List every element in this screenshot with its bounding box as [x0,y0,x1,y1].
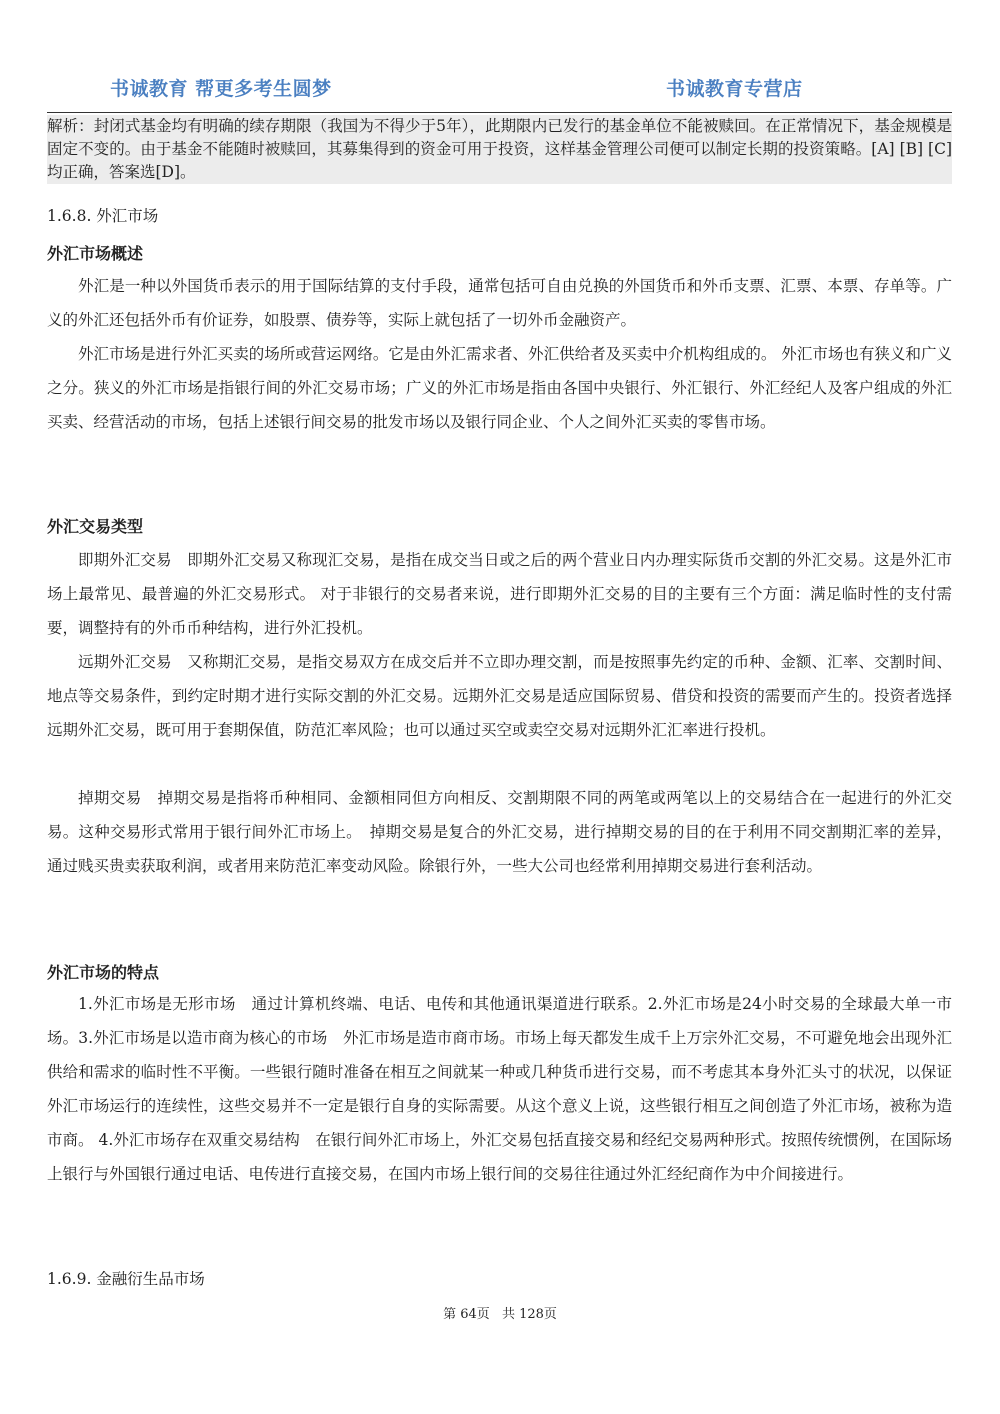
page-footer [0,1303,1000,1322]
answer-explanation: 解析：封闭式基金均有明确的续存期限（我国为不得少于5年），此期限内已发行的基金单位不能被赎回。在正常情况下，基金规模是固定不变的。由于基金不能随时被赎回，其募集得到的资金可用于投资，这样基金管理公司便可以制定长期的投资策略。[A] [B] [C]均正确，答案选[D]。 [47,115,952,184]
page-number: 第 64页 [443,1307,490,1322]
header-divider [47,112,952,113]
header-right-title: 书诚教育专营店 [666,78,803,100]
heading-fx-market-overview: 外汇市场概述 [47,244,144,263]
paragraph-fx-market-features: 1.外汇市场是无形市场 通过计算机终端、电话、电传和其他通讯渠道进行联系。2.外汇市场是24小时交易的全球最大单一市场。3.外汇市场是以造市商为核心的市场 外汇市场是造市商市场。市场上每天都发生成千上万宗外汇交易，不可避免地会出现外汇供给和需求的临时性不平衡。一些银行随时准备在相互之间就某一种或几种货币进行交易，而不考虑其本身外汇头寸的状况，以保证外汇市场运行的连续性，这些交易并不一定是银行自身的实际需要。从这个意义上说，这些银行相互之间创造了外汇市场，被称为造市商。 4.外汇市场存在双重交易结构 在银行间外汇市场上，外汇交易包括直接交易和经纪交易两种形式。按照传统惯例，在国际场上银行与外国银行通过电话、电传进行直接交易，在国内市场上银行间的交易往往通过外汇经纪商作为中介间接进行。 [47,995,952,1183]
heading-fx-market-features: 外汇市场的特点 [47,963,160,982]
paragraph-forward-trade: 远期外汇交易 又称期汇交易，是指交易双方在成交后并不立即办理交割，而是按照事先约定的币种、金额、汇率、交割时间、地点等交易条件，到约定时期才进行实际交割的外汇交易。远期外汇交易是适应国际贸易、借贷和投资的需要而产生的。投资者选择远期外汇交易，既可用于套期保值，防范汇率风险；也可以通过买空或卖空交易对远期外汇汇率进行投机。 [47,653,952,739]
header-left-title: 书诚教育 帮更多考生圆梦 [110,78,332,100]
section-heading-1-6-8: 1.6.8. 外汇市场 [47,207,159,225]
paragraph-swap-trade: 掉期交易 掉期交易是指将币种相同、金额相同但方向相反、交割期限不同的两笔或两笔以上的交易结合在一起进行的外汇交易。这种交易形式常用于银行间外汇市场上。 掉期交易是复合的外汇交易，进行掉期交易的目的在于利用不同交割期汇率的差异，通过贱买贵卖获取利润，或者用来防范汇率变动风险。除银行外，一些大公司也经常利用掉期交易进行套利活动。 [47,789,952,875]
heading-fx-trade-types: 外汇交易类型 [47,517,144,536]
paragraph-fx-market-definition: 外汇市场是进行外汇买卖的场所或营运网络。它是由外汇需求者、外汇供给者及买卖中介机构组成的。 外汇市场也有狭义和广义之分。狭义的外汇市场是指银行间的外汇交易市场；广义的外汇市场是指由各国中央银行、外汇银行、外汇经纪人及客户组成的外汇买卖、经营活动的市场，包括上述银行间交易的批发市场以及银行同企业、个人之间外汇买卖的零售市场。 [47,345,952,431]
page-total: 共 128页 [501,1307,557,1322]
section-heading-1-6-9: 1.6.9. 金融衍生品市场 [47,1270,205,1288]
paragraph-spot-trade: 即期外汇交易 即期外汇交易又称现汇交易，是指在成交当日或之后的两个营业日内办理实际货币交割的外汇交易。这是外汇市场上最常见、最普遍的外汇交易形式。 对于非银行的交易者来说，进行即期外汇交易的目的主要有三个方面：满足临时性的支付需要，调整持有的外币币种结构，进行外汇投机。 [47,551,952,637]
paragraph-fx-definition: 外汇是一种以外国货币表示的用于国际结算的支付手段，通常包括可自由兑换的外国货币和外币支票、汇票、本票、存单等。广义的外汇还包括外币有价证券，如股票、债券等，实际上就包括了一切外币金融资产。 [47,277,952,329]
